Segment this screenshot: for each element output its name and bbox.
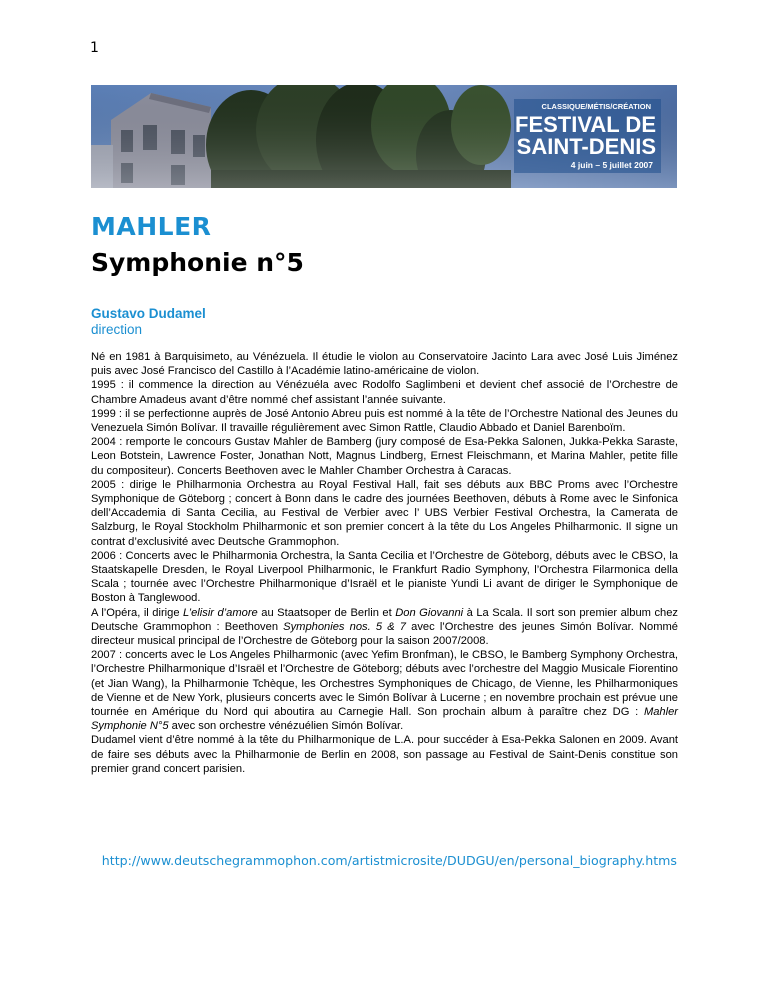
page-number: 1 [90, 40, 99, 56]
bio-paragraph: 2006 : Concerts avec le Philharmonia Orchestra, la Santa Cecilia et l’Orchestre de Göteborg, débuts avec le CBSO, la Staatskapelle Dresden, le Royal Liverpool Philharmonic, le Frankfurt Radio Symphony, l’Orchestra Filarmonica della Scala ; tournée avec l’Orchestre Philharmonique d’Israël et le pianiste Yundi Li avant de diriger le Symphonique de Boston à Tanglewood. [91, 549, 678, 605]
banner-tagline: CLASSIQUE/MÉTIS/CRÉATION [541, 102, 651, 111]
bio-paragraph [91, 648, 678, 733]
bio-paragraph: 2005 : dirige le Philharmonia Orchestra au Royal Festival Hall, fait ses débuts aux BBC Proms avec l’Orchestre Symphonique de Göteborg ; concert à Bonn dans le cadre des journées Beethoven, débuts à Rome avec le Sinfonica dell’Accademia di Santa Cecilia, au Festival de Verbier avec l’ UBS Verbier Festival Orchestra, la Camerata de Salzburg, le Royal Stockholm Philharmonic et son premier concert à la tête du Los Angeles Philharmonic. Il signe un contrat d’exclusivité avec Deutsche Grammophon. [91, 478, 678, 548]
banner-festival-line2: SAINT-DENIS [516, 134, 656, 159]
opera-title: L’elisir d’amore [183, 606, 258, 619]
banner-festival-line1: FESTIVAL DE [515, 112, 656, 137]
bio-paragraph [91, 606, 678, 649]
bio-paragraph: 1999 : il se perfectionne auprès de José Antonio Abreu puis est nommé à la tête de l’Orchestre National des Jeunes du Venezuela Simón Bolívar. Il travaille régulièrement avec Simon Rattle, Claudio Abbado et Daniel Barenboïm. [91, 407, 678, 435]
source-link[interactable]: http://www.deutschegrammophon.com/artistmicrosite/DUDGU/en/personal_biography.htms [101, 853, 677, 868]
bio-paragraph: Né en 1981 à Barquisimeto, au Vénézuela. Il étudie le violon au Conservatoire Jacinto Lara avec José Luis Jiménez puis avec José Francisco del Castillo à l’Académie latino-américaine de violon. [91, 351, 678, 378]
bio-text: au Staatsoper de Berlin et [257, 606, 396, 619]
page-subtitle: Symphonie n°5 [91, 248, 304, 277]
banner-dates: 4 juin – 5 juillet 2007 [570, 160, 653, 170]
festival-logo [514, 99, 661, 173]
bio-text: à La Scala. Il sort son premier album chez Deutsche Grammophon : Beethoven [91, 606, 678, 633]
bio-text: A l’Opéra, il dirige [91, 606, 184, 619]
opera-title: Don Giovanni [395, 606, 464, 619]
bio-text: 2007 : concerts avec le Los Angeles Philharmonic (avec Yefim Bronfman), le CBSO, le Bamberg Symphony Orchestra, l’Orchestre Philharmonique d’Israël et l’Orchestre de Göteborg; débuts avec l’orchestre del Maggio Musicale Fiorentino (et Jian Wang), la Philharmonie Tchèque, les Orchestres Symphoniques de Chicago, de Vienne, les Philharmoniques de Vienne et de New York, plusieurs concerts avec le Simón Bolívar à Lucerne ; en novembre prochain est prévue une tournée en Amérique du Nord qui aboutira au Carnegie Hall. Son prochain album à paraître chez DG : [91, 649, 678, 719]
bio-text: avec l’Orchestre des jeunes Simón Bolívar. Nommé directeur musical principal de l’Orchestre de Göteborg pour la saison 2007/2008. [91, 620, 678, 648]
album-title: Symphonies nos. 5 & 7 [283, 620, 406, 633]
bio-paragraph: 2004 : remporte le concours Gustav Mahler de Bamberg (jury composé de Esa-Pekka Salonen, Jukka-Pekka Saraste, Leon Botstein, Lawrence Foster, Jonathan Nott, Magnus Lindberg, Ernest Fleischmann, et Marina Mahler, petite fille du compositeur). Concerts Beethoven avec le Mahler Chamber Orchestra à Caracas. [91, 436, 678, 477]
banner-image [91, 85, 677, 188]
artist-role: direction [91, 322, 143, 337]
page-title: MAHLER [91, 212, 212, 241]
album-title: Mahler Symphonie N°5 [91, 706, 678, 733]
bio-text: avec son orchestre vénézuélien Simón Bolívar. [168, 720, 404, 733]
bio-paragraph: Dudamel vient d’être nommé à la tête du Philharmonique de L.A. pour succéder à Esa-Pekka Salonen en 2009. Avant de faire ses débuts avec la Philharmonie de Berlin en 2008, son passage au Festival de Saint-Denis constitue son premier grand concert parisien. [91, 734, 678, 775]
festival-banner [91, 85, 677, 188]
artist-name: Gustavo Dudamel [91, 306, 206, 321]
bio-paragraph: 1995 : il commence la direction au Vénézuéla avec Rodolfo Saglimbeni et devient chef associé de l’Orchestre de Chambre Amadeus avant d’être nommé chef assistant l’année suivante. [91, 379, 678, 406]
biography [91, 350, 678, 776]
